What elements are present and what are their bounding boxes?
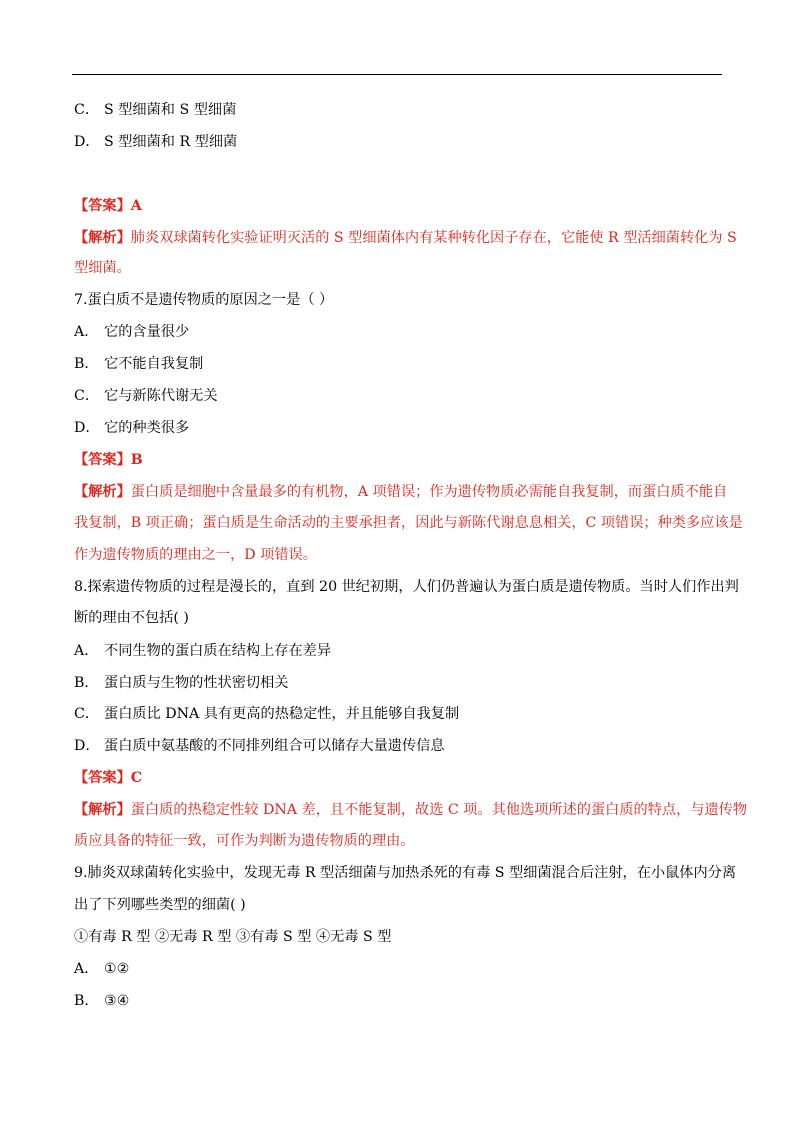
option-text: S 型细菌和 R 型细菌 — [104, 134, 238, 150]
q6-option-c — [74, 100, 728, 120]
answer-tag: 【答案】 — [74, 452, 131, 468]
option-text: 蛋白质中氨基酸的不同排列组合可以储存大量遗传信息 — [104, 738, 445, 754]
q9-choices: ①有毒 R 型 ②无毒 R 型 ③有毒 S 型 ④无毒 S 型 — [74, 929, 392, 945]
q9-option-b — [74, 991, 728, 1011]
option-text: 蛋白质比 DNA 具有更高的热稳定性，并且能够自我复制 — [104, 706, 460, 722]
q6-analysis-line-2: 型细菌。 — [74, 260, 131, 276]
q8-option-d — [74, 736, 728, 756]
option-letter: B． — [74, 356, 99, 372]
option-text: 蛋白质与生物的性状密切相关 — [104, 675, 289, 691]
analysis-text: 蛋白质的热稳定性较 DNA 差，且不能复制，故选 C 项。其他选项所述的蛋白质的特点，与遗传物 — [130, 802, 748, 818]
option-letter: C． — [74, 102, 100, 118]
q7-answer — [74, 450, 728, 470]
header-rule — [72, 74, 722, 75]
q7-analysis-line-3: 作为遗传物质的理由之一，D 项错误。 — [74, 547, 317, 563]
option-letter: A． — [74, 324, 99, 340]
q6-analysis-line-1 — [74, 228, 737, 248]
q8-answer — [74, 768, 728, 788]
q7-analysis-line-2: 我复制，B 项正确；蛋白质是生命活动的主要承担者，因此与新陈代谢息息相关，C 项错误；种类多应该是 — [74, 515, 743, 531]
analysis-tag: 【解析】 — [74, 230, 131, 246]
q7-option-d — [74, 418, 728, 438]
option-letter: A． — [74, 961, 99, 977]
option-text: ③④ — [104, 993, 130, 1009]
answer-tag: 【答案】 — [74, 770, 131, 786]
q8-analysis-line-2: 质应具备的特征一致，可作为判断为遗传物质的理由。 — [74, 833, 415, 849]
option-letter: C． — [74, 706, 100, 722]
q7-option-a — [74, 322, 728, 342]
option-text: 它的含量很少 — [104, 324, 190, 340]
option-letter: B． — [74, 675, 99, 691]
option-text: 它的种类很多 — [104, 420, 190, 436]
q6-option-d — [74, 132, 728, 152]
answer-value: B — [130, 452, 143, 468]
option-letter: B． — [74, 993, 99, 1009]
option-letter: C． — [74, 388, 100, 404]
q7-option-b — [74, 354, 728, 374]
option-text: 它与新陈代谢无关 — [104, 388, 218, 404]
q7-question: 7.蛋白质不是遗传物质的原因之一是（ ） — [74, 292, 334, 308]
q8-question-line-1: 8.探索遗传物质的过程是漫长的，直到 20 世纪初期，人们仍普遍认为蛋白质是遗传物质。当时人们作出判 — [74, 579, 739, 595]
q8-option-c — [74, 704, 728, 724]
q9-question-line-1: 9.肺炎双球菌转化实验中，发现无毒 R 型活细菌与加热杀死的有毒 S 型细菌混合后注射，在小鼠体内分离 — [74, 865, 737, 881]
q8-question-line-2: 断的理由不包括( ) — [74, 610, 189, 626]
q7-analysis-line-1 — [74, 482, 728, 502]
analysis-text: 肺炎双球菌转化实验证明灭活的 S 型细菌体内有某种转化因子存在，它能使 R 型活细菌转化为 S — [130, 230, 737, 246]
option-letter: D． — [74, 420, 100, 436]
answer-value: A — [130, 198, 142, 214]
option-text: S 型细菌和 S 型细菌 — [104, 102, 237, 118]
option-text: ①② — [104, 961, 130, 977]
q7-option-c — [74, 386, 728, 406]
option-text: 它不能自我复制 — [104, 356, 204, 372]
q8-option-b — [74, 673, 728, 693]
q9-option-a — [74, 959, 728, 979]
analysis-text: 蛋白质是细胞中含量最多的有机物，A 项错误；作为遗传物质必需能自我复制，而蛋白质不能自 — [130, 484, 728, 500]
analysis-tag: 【解析】 — [74, 802, 131, 818]
option-letter: D． — [74, 134, 100, 150]
option-text: 不同生物的蛋白质在结构上存在差异 — [104, 643, 332, 659]
q9-question-line-2: 出了下列哪些类型的细菌( ) — [74, 897, 246, 913]
option-letter: D． — [74, 738, 100, 754]
answer-tag: 【答案】 — [74, 198, 131, 214]
answer-value: C — [130, 770, 143, 786]
q6-answer — [74, 196, 728, 216]
option-letter: A． — [74, 643, 99, 659]
q8-analysis-line-1 — [74, 800, 748, 820]
q8-option-a — [74, 641, 728, 661]
analysis-tag: 【解析】 — [74, 484, 131, 500]
